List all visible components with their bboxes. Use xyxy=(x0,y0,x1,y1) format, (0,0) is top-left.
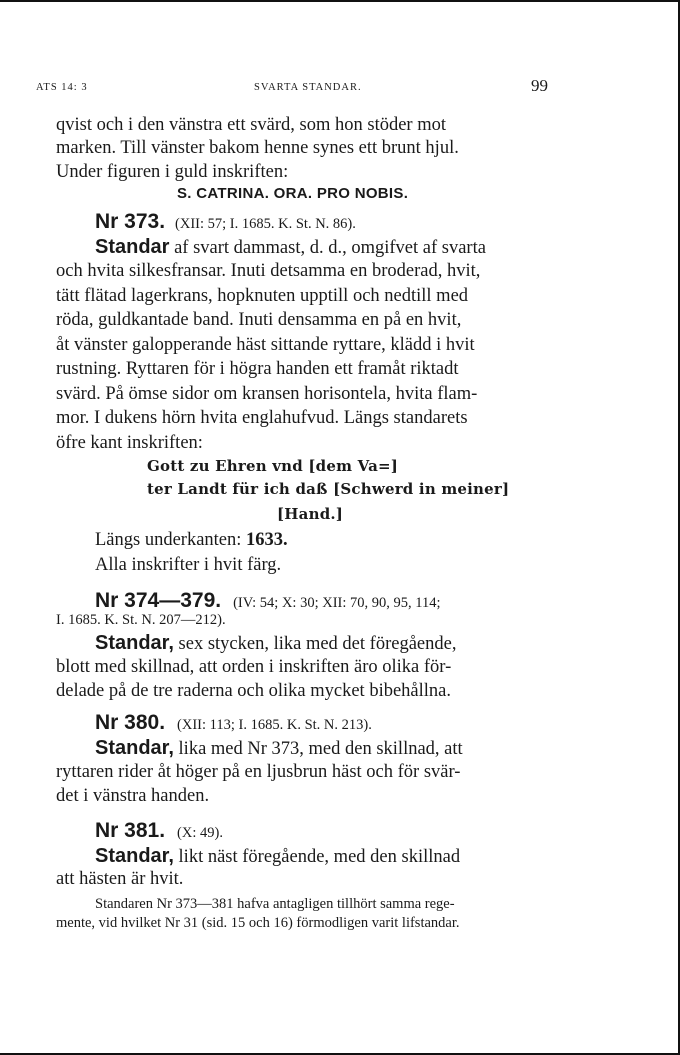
entry-374-379-line-2: blott med skillnad, att orden i inskriften äro olika för- xyxy=(56,657,452,677)
entry-373-number: Nr 373. xyxy=(95,210,166,233)
entry-381-number: Nr 381. xyxy=(95,819,166,842)
running-header-title: SVARTA STANDAR. xyxy=(254,82,362,93)
entry-381-line-1 xyxy=(95,846,460,867)
entry-380-heading xyxy=(95,712,372,733)
entry-373-line-5: åt vänster galopperande häst sittande ryttare, klädd i hvit xyxy=(56,335,475,355)
entry-373-color-note: Alla inskrifter i hvit färg. xyxy=(95,555,282,575)
entry-374-379-line-1 xyxy=(95,633,456,654)
intro-line-2: marken. Till vänster bakom henne synes ett brunt hjul. xyxy=(56,138,459,158)
entry-373-line-6: rustning. Ryttaren för i högra handen ett framåt riktadt xyxy=(56,359,459,379)
entry-373-line-3: tätt flätad lagerkrans, hopknuten upptill och nedtill med xyxy=(56,286,469,306)
entry-380-line-1-text: lika med Nr 373, med den skillnad, att xyxy=(173,739,463,759)
entry-373-inscription-line-2: ter Landt für ich daß [Schwerd in meiner] xyxy=(147,480,510,498)
entry-381-line-2: att hästen är hvit. xyxy=(56,869,184,889)
entry-380-line-1 xyxy=(95,738,463,759)
running-header-left: ATS 14: 3 xyxy=(36,82,88,93)
entry-374-379-reference-cont: I. 1685. K. St. N. 207—212). xyxy=(56,612,226,628)
entry-374-379-lead: Standar, xyxy=(95,632,174,654)
entry-381-line-1-text: likt näst föregående, med den skillnad xyxy=(173,847,461,867)
entry-374-379-line-3: delade på de tre raderna och olika mycket bibehållna. xyxy=(56,681,451,701)
entry-374-379-reference: (IV: 54; X: 30; XII: 70, 90, 95, 114; xyxy=(233,595,441,611)
entry-381-reference: (X: 49). xyxy=(177,825,223,841)
entry-380-reference: (XII: 113; I. 1685. K. St. N. 213). xyxy=(177,717,372,733)
entry-380-lead: Standar, xyxy=(95,737,174,759)
footnote-line-2: mente, vid hvilket Nr 31 (sid. 15 och 16) förmodligen varit lifstandar. xyxy=(56,915,460,931)
entry-373-lower-edge xyxy=(95,531,288,550)
intro-line-1 xyxy=(56,116,550,135)
intro-line-1-text: qvist och i den vänstra ett svärd, som hon stöder mot xyxy=(56,115,446,135)
entry-373-heading xyxy=(95,211,356,232)
entry-373-lower-edge-year: 1633. xyxy=(246,530,288,550)
entry-374-379-line-1-text: sex stycken, lika med det föregående, xyxy=(173,634,457,654)
entry-373-line-1-text: af svart dammast, d. d., omgifvet af svarta xyxy=(169,238,486,258)
entry-374-379-heading xyxy=(95,590,441,611)
entry-373-line-9: öfre kant inskriften: xyxy=(56,433,203,453)
entry-373-line-7: svärd. På ömse sidor om kransen horisontela, hvita flam- xyxy=(56,384,478,404)
entry-373-inscription-line-3: [Hand.] xyxy=(277,505,344,523)
entry-380-line-3: det i vänstra handen. xyxy=(56,786,210,806)
entry-381-lead: Standar, xyxy=(95,845,174,867)
entry-381-heading xyxy=(95,820,223,841)
entry-380-line-2: ryttaren rider åt höger på en ljusbrun häst och för svär- xyxy=(56,762,461,782)
entry-373-line-8: mor. I dukens hörn hvita englahufvud. Längs standarets xyxy=(56,408,468,428)
scan-border-top xyxy=(0,0,680,2)
intro-line-3: Under figuren i guld inskriften: xyxy=(56,162,289,182)
entry-373-inscription-line-1: Gott zu Ehren vnd [dem Va=] xyxy=(147,457,399,475)
entry-373-reference: (XII: 57; I. 1685. K. St. N. 86). xyxy=(175,216,356,232)
page-number: 99 xyxy=(531,76,548,95)
entry-373-line-1 xyxy=(95,237,486,258)
entry-380-number: Nr 380. xyxy=(95,711,166,734)
entry-373-line-4: röda, guldkantade band. Inuti densamma en på en hvit, xyxy=(56,310,462,330)
entry-373-lead: Standar xyxy=(95,236,170,258)
entry-373-lower-edge-label: Längs underkanten: xyxy=(95,530,247,550)
footnote-line-1: Standaren Nr 373—381 hafva antagligen tillhört samma rege- xyxy=(95,896,455,912)
intro-inscription: S. CATRINA. ORA. PRO NOBIS. xyxy=(177,185,409,202)
entry-373-line-2: och hvita silkesfransar. Inuti detsamma en broderad, hvit, xyxy=(56,261,481,281)
entry-374-379-number: Nr 374—379. xyxy=(95,589,222,612)
